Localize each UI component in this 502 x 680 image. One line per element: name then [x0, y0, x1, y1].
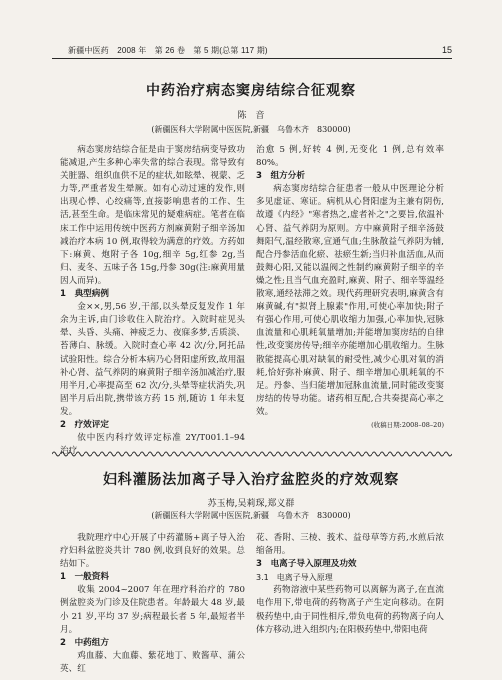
article1-affiliation: (新疆医科大学附属中医医院,新疆 乌鲁木齐 830000) — [151, 125, 351, 134]
article2-left-column — [60, 532, 245, 676]
paragraph: 治愈 5 例,好转 4 例,无变化 1 例,总有效率 80%。 — [256, 145, 444, 169]
running-header — [52, 44, 452, 58]
wave-divider-graphic — [52, 449, 452, 457]
article2-authors: 苏玉梅,吴莉琛,郑义群 — [207, 499, 295, 509]
header-rule — [52, 58, 452, 59]
article2-right-column — [256, 532, 444, 637]
section-heading: 1 一般资料 — [60, 572, 109, 583]
paragraph: 鸡血藤、大血藤、紫花地丁、败酱草、蒲公英、红 — [60, 650, 245, 674]
received-date: (收稿日期:2008–08–20) — [371, 421, 444, 429]
paragraph: 病态窦房结综合征患者一般从中医理论分析多见虚证、寒证。病机从心肾阳虚为主兼有阴伤,故遵《内经》"寒者热之,虚者补之"之要旨,依温补心肾、益气养阴为原则。方中麻黄附子细辛汤鼓舞阳气,温经散寒,宣通气血;生脉散益气养阴为辅,配合丹参活血化瘀、祛瘀生新;当归补血活血,从而鼓舞心阳,又能以温阀之性制约麻黄附子细辛的辛燥之性;且当气血充盈时,麻黄、附子、细辛等温经散寒,通经祛滞之效。现代药理研究表明,麻黄含有麻黄碱,有"拟肾上腺素"作用,可使心率加快;附子有强心作用,可使心肌收缩力加强,心率加快,冠脉血流量和心肌耗氧量增加;并能增加窦房结的自律性,改变窦房传导;细辛亦能增加心肌收缩力。生脉散能提高心肌对缺氧的耐受性,减少心肌对氧的消耗,恰好弥补麻黄、附子、细辛增加心肌耗氧的不足。丹参、当归能增加冠脉血流量,同时能改变窦房结的传导功能。诸药相互配,合共奏提高心率之效。 — [256, 184, 444, 417]
paragraph: 药物溶液中某些药物可以离解为离子,在直流电作用下,带电荷的药物离子产生定向移动。在阴极药垫中,由于同性相斥,带负电荷的药物离子向人体方移动,进入组织内;在阳极药垫中,带阳电荷 — [256, 585, 444, 635]
subsection-heading: 3.1 电离子导入原理 — [256, 573, 333, 583]
paragraph: 我院理疗中心开展了中药灌肠+离子导入治疗妇科盆腔炎共计 780 例,收到良好的效果。总结如下。 — [60, 533, 245, 570]
article2-affiliation: (新疆医科大学附属中医医院,新疆 乌鲁木齐 830000) — [151, 511, 351, 520]
section-heading: 3 电离子导入原理及功效 — [256, 559, 357, 570]
article2-title: 妇科灌肠法加离子导入治疗盆腔炎的疗效观察 — [103, 472, 399, 488]
article1-right-column — [256, 144, 444, 419]
section-heading: 2 中药组方 — [60, 637, 109, 648]
section-heading: 3 组方分析 — [256, 171, 305, 182]
section-heading: 1 典型病例 — [60, 289, 109, 300]
paragraph: 依中医内科疗效评定标准 2Y/T001.1–94 — [77, 433, 245, 444]
page-number: 15 — [441, 45, 452, 55]
article1-title: 中药治疗病态窦房结综合征观察 — [146, 83, 356, 99]
section-divider — [52, 449, 452, 457]
paragraph: 收集 2004~2007 年在理疗科治疗的 780 例盆腔炎为门诊及住院患者。年龄最大 48 岁,最小 21 岁,平均 37 岁;病程最长者 5 年,最短者半月。 — [60, 585, 245, 635]
paragraph: 金××,男,56 岁,干部,以头晕反复发作 1 年余为主诉,由门诊收住入院治疗。入院时症见头晕、头昏、头痛、神疲乏力、夜寐多梦,舌质淡、苔薄白、脉缓。入院时查心率 42 次/分,阿托品试验阳性。综合分析本病乃心肾阳虚所致,故用温补心肾、益气养阴的麻黄附子细辛汤加减治疗,服用半月,心率提高至 62 次/分,头晕等症状消失,巩固半月后出院,携带该方药 15 剂,随访 1 年未复发。 — [60, 302, 245, 417]
paragraph: 花、香附、三棱、莪术、益母草等方药,水煎后浓缩备用。 — [256, 533, 444, 557]
section-heading: 2 疗效评定 — [60, 419, 109, 430]
paragraph: 病态窦房结综合征是由于窦房结病变导致功能减退,产生多种心率失常的综合表现。常导致有关脏器、组织血供不足的症状,如眩晕、视蒙、乏力等,严重者发生晕厥。如有心动过速的发作,则出现心悸、心绞痛等,直接影响患者的工作、生活,甚至生命。是临床常见的疑难病症。笔者在临床工作中运用传统中医药方剂麻黄附子细辛汤加减治疗本病 10 例,取得较为满意的疗效。方药如下:麻黄、炮附子各 10g,细辛 5g,红参 2g,当归、麦冬、五味子各 15g,丹参 30g(注:麻黄用量因人而异)。 — [60, 145, 245, 286]
running-header-text: 新疆中医药 2008 年 第 26 卷 第 5 期(总第 117 期) — [68, 46, 268, 55]
article1-author: 陈 音 — [237, 111, 265, 121]
article1-left-column — [60, 144, 245, 458]
